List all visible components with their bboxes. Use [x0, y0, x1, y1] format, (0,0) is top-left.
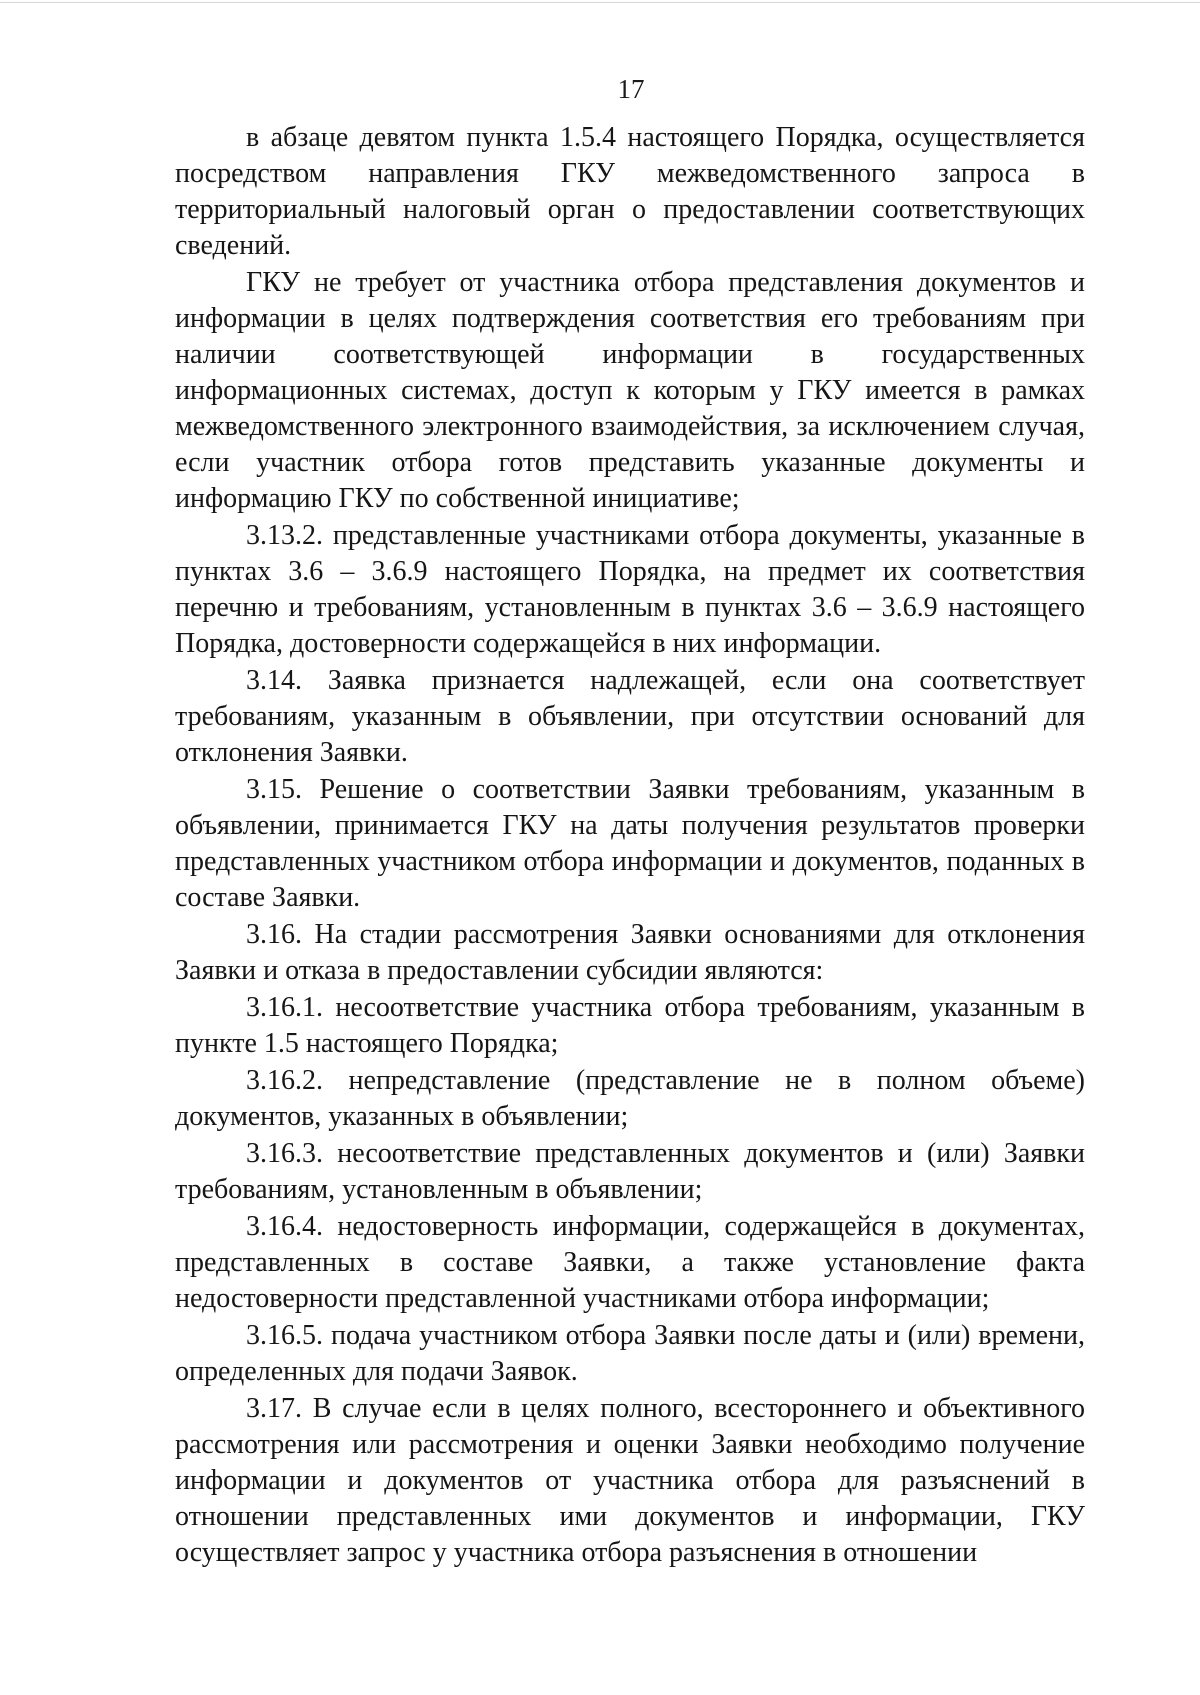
paragraph-3-16-4: 3.16.4. недостоверность информации, содержащейся в документах, представленных в составе Заявки, а также установление факта недостоверности представленной участниками отбора информации; — [175, 1211, 1085, 1314]
paragraph-3-16-2: 3.16.2. непредставление (представление не в полном объеме) документов, указанных в объявлении; — [175, 1065, 1085, 1132]
paragraph-3-16-1: 3.16.1. несоответствие участника отбора требованиям, указанным в пункте 1.5 настоящего Порядка; — [175, 992, 1085, 1059]
paragraph-gku-ne-trebuet: ГКУ не требует от участника отбора представления документов и информации в целях подтверждения соответствия его требованиям при наличии соответствующей информации в государственных информационных системах, доступ к которым у ГКУ имеется в рамках межведомственного электронного взаимодействия, за исключением случая, если участник отбора готов представить указанные документы и информацию ГКУ по собственной инициативе; — [175, 267, 1085, 514]
paragraph-3-16-5: 3.16.5. подача участником отбора Заявки после даты и (или) времени, определенных для подачи Заявок. — [175, 1320, 1085, 1387]
paragraph-3-17: 3.17. В случае если в целях полного, всестороннего и объективного рассмотрения или рассмотрения и оценки Заявки необходимо получение информации и документов от участника отбора для разъяснений в отношении представленных ими документов и информации, ГКУ осуществляет запрос у участника отбора разъяснения в отношении — [175, 1393, 1085, 1568]
paragraph-3-16: 3.16. На стадии рассмотрения Заявки основаниями для отклонения Заявки и отказа в предоставлении субсидии являются: — [175, 919, 1085, 986]
page-number: 17 — [617, 74, 645, 104]
paragraph-3-16-3: 3.16.3. несоответствие представленных документов и (или) Заявки требованиям, установленным в объявлении; — [175, 1138, 1085, 1205]
paragraph-abzac-9: в абзаце девятом пункта 1.5.4 настоящего Порядка, осуществляется посредством направления ГКУ межведомственного запроса в территориальный налоговый орган о предоставлении соответствующих сведений. — [175, 122, 1085, 261]
scan-edge-line — [0, 2, 1200, 3]
paragraph-3-13-2: 3.13.2. представленные участниками отбора документы, указанные в пунктах 3.6 – 3.6.9 настоящего Порядка, на предмет их соответствия перечню и требованиям, установленным в пунктах 3.6 – 3.6.9 настоящего Порядка, достоверности содержащейся в них информации. — [175, 520, 1085, 659]
document-body — [175, 120, 1085, 1572]
paragraph-3-15: 3.15. Решение о соответствии Заявки требованиям, указанным в объявлении, принимается ГКУ на даты получения результатов проверки представленных участником отбора информации и документов, поданных в составе Заявки. — [175, 774, 1085, 913]
paragraph-3-14: 3.14. Заявка признается надлежащей, если она соответствует требованиям, указанным в объявлении, при отсутствии оснований для отклонения Заявки. — [175, 665, 1085, 768]
